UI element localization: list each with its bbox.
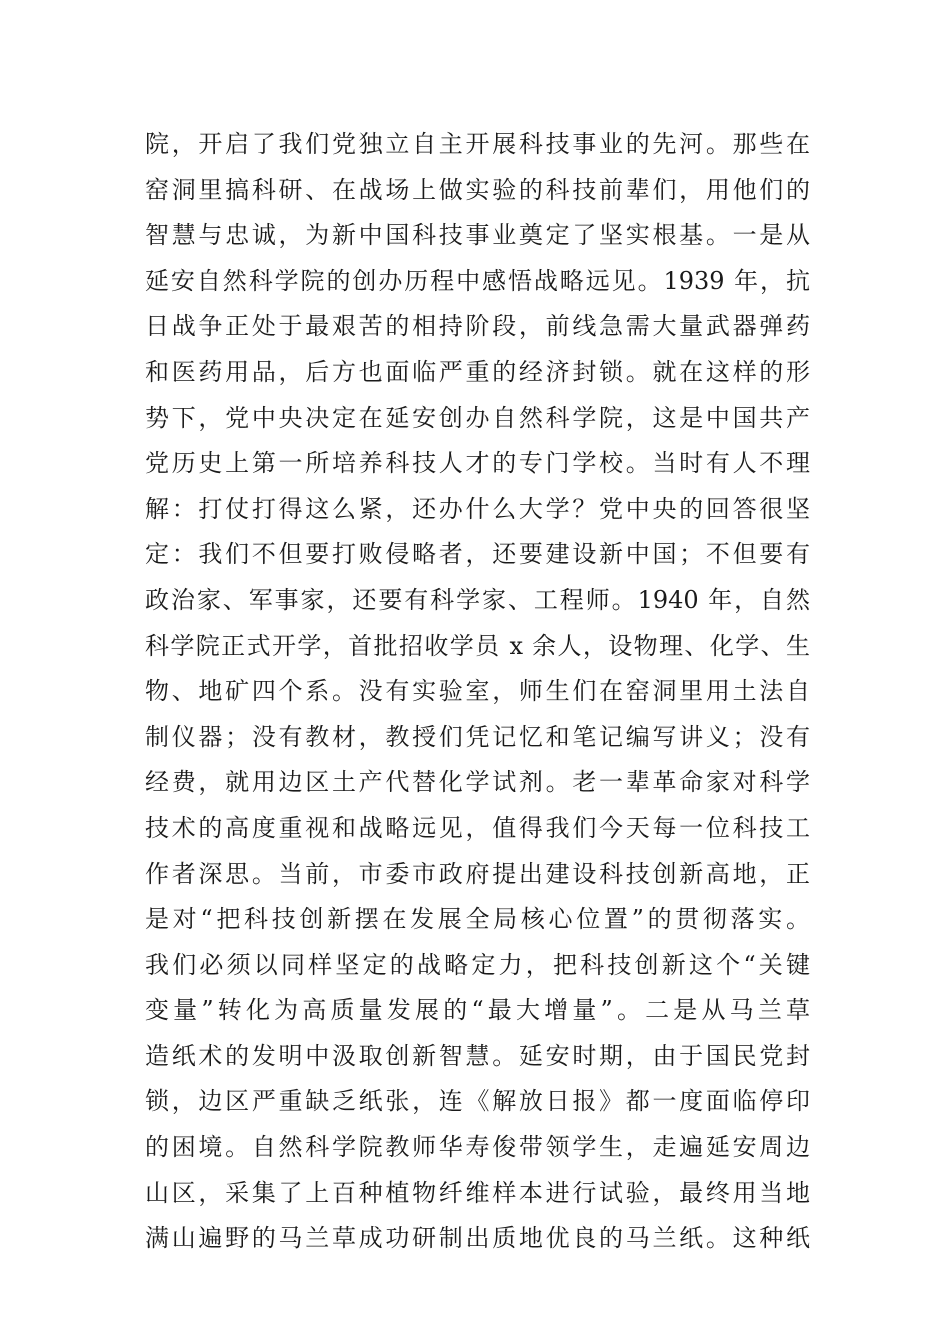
text-line-13: 物、地矿四个系。没有实验室，师生们在窑洞里用土法自 — [145, 677, 810, 706]
text-line-6: 和医药用品，后方也面临严重的经济封锁。就在这样的形 — [145, 357, 810, 386]
text-line-3: 智慧与忠诚，为新中国科技事业奠定了坚实根基。一是从 — [145, 221, 810, 250]
text-line-19: 我们必须以同样坚定的战略定力，把科技创新这个“关键 — [145, 950, 810, 979]
text-line-16: 技术的高度重视和战略远见，值得我们今天每一位科技工 — [145, 813, 810, 842]
text-line-15: 经费，就用边区土产代替化学试剂。老一辈革命家对科学 — [145, 768, 810, 797]
text-line-4: 延安自然科学院的创办历程中感悟战略远见。1939 年，抗 — [145, 266, 810, 295]
body-paragraph — [145, 122, 810, 1262]
text-line-21: 造纸术的发明中汲取创新智慧。延安时期，由于国民党封 — [145, 1041, 810, 1070]
text-line-2: 窑洞里搞科研、在战场上做实验的科技前辈们，用他们的 — [145, 175, 810, 204]
text-line-5: 日战争正处于最艰苦的相持阶段，前线急需大量武器弹药 — [145, 312, 810, 341]
text-line-8: 党历史上第一所培养科技人才的专门学校。当时有人不理 — [145, 449, 810, 478]
text-line-18: 是对“把科技创新摆在发展全局核心位置”的贯彻落实。 — [145, 905, 810, 934]
text-line-20: 变量”转化为高质量发展的“最大增量”。二是从马兰草 — [145, 996, 810, 1025]
text-line-25: 满山遍野的马兰草成功研制出质地优良的马兰纸。这种纸 — [145, 1224, 810, 1253]
text-line-7: 势下，党中央决定在延安创办自然科学院，这是中国共产 — [145, 403, 810, 432]
text-line-12: 科学院正式开学，首批招收学员 x 余人，设物理、化学、生 — [145, 631, 810, 660]
text-line-23: 的困境。自然科学院教师华寿俊带领学生，走遍延安周边 — [145, 1133, 810, 1162]
text-line-24: 山区，采集了上百种植物纤维样本进行试验，最终用当地 — [145, 1178, 810, 1207]
text-line-14: 制仪器；没有教材，教授们凭记忆和笔记编写讲义；没有 — [145, 722, 810, 751]
text-line-17: 作者深思。当前，市委市政府提出建设科技创新高地，正 — [145, 859, 810, 888]
text-line-10: 定：我们不但要打败侵略者，还要建设新中国；不但要有 — [145, 540, 810, 569]
text-line-1: 院，开启了我们党独立自主开展科技事业的先河。那些在 — [145, 130, 810, 158]
text-line-11: 政治家、军事家，还要有科学家、工程师。1940 年，自然 — [145, 585, 810, 614]
text-line-9: 解：打仗打得这么紧，还办什么大学？党中央的回答很坚 — [145, 494, 810, 523]
text-line-22: 锁，边区严重缺乏纸张，连《解放日报》都一度面临停印 — [145, 1087, 810, 1116]
